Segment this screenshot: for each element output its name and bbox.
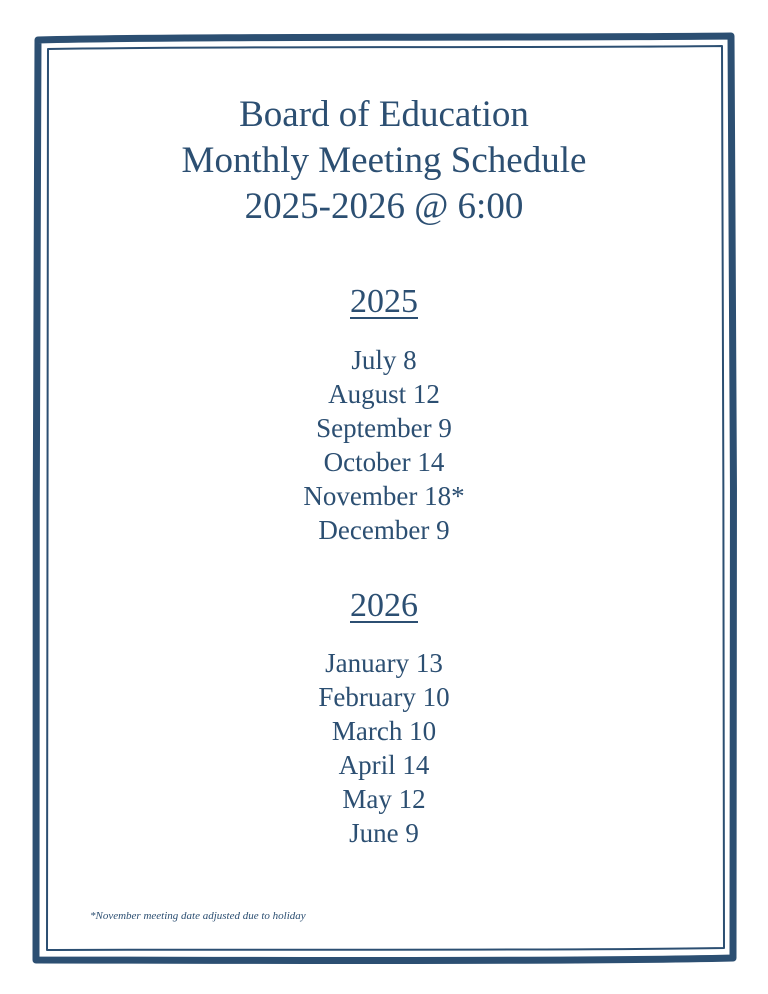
list-item: December 9 bbox=[318, 515, 450, 545]
title-line-1: Board of Education bbox=[239, 94, 529, 135]
year-heading-2026: 2026 bbox=[350, 587, 418, 624]
list-item: August 12 bbox=[328, 379, 440, 409]
list-item: March 10 bbox=[331, 716, 437, 746]
date-list-2026 bbox=[0, 646, 768, 850]
list-item: February 10 bbox=[318, 682, 450, 712]
footnote: *November meeting date adjusted due to holiday bbox=[90, 910, 306, 922]
list-item: October 14 bbox=[323, 447, 445, 477]
list-item: November 18* bbox=[303, 481, 465, 511]
list-item: July 8 bbox=[351, 345, 417, 375]
list-item: April 14 bbox=[338, 750, 430, 780]
list-item: September 9 bbox=[316, 413, 452, 443]
page-title bbox=[0, 92, 768, 230]
date-list-2025 bbox=[0, 343, 768, 547]
list-item: June 9 bbox=[349, 818, 419, 848]
title-line-2: Monthly Meeting Schedule bbox=[181, 140, 587, 181]
list-item: January 13 bbox=[325, 648, 443, 678]
title-line-3: 2025-2026 @ 6:00 bbox=[244, 186, 524, 227]
year-heading-2025: 2025 bbox=[350, 283, 418, 320]
list-item: May 12 bbox=[342, 784, 426, 814]
